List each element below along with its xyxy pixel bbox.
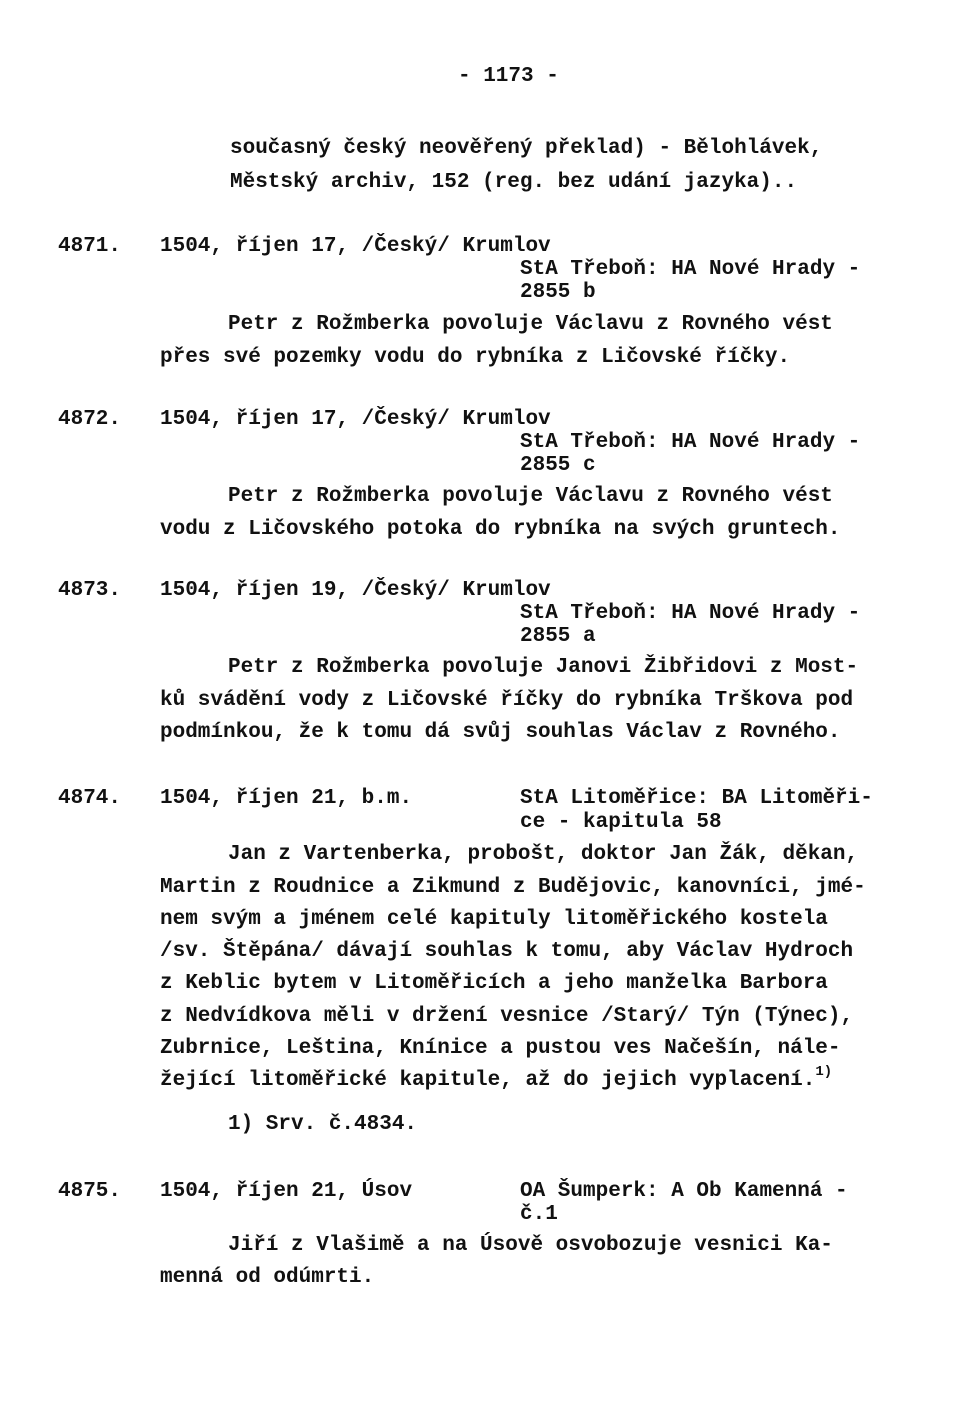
entry-number: 4874.: [58, 787, 122, 810]
entry-dateline: 1504, říjen 21, Úsov: [160, 1180, 413, 1203]
entry-text-line: Petr z Rožmberka povoluje Janovi Žibřidovi z Most-: [228, 656, 859, 679]
entry-text-line: menná od odúmrti.: [160, 1266, 375, 1289]
archive-reference: 2855 a: [520, 625, 596, 648]
entry-number: 4873.: [58, 579, 122, 602]
entry-text-line: Jan z Vartenberka, probošt, doktor Jan Žák, děkan,: [228, 843, 859, 866]
archive-reference: StA Třeboň: HA Nové Hrady -: [520, 258, 861, 281]
entry-text-line-with-footnote: [160, 1064, 833, 1092]
archive-reference: StA Třeboň: HA Nové Hrady -: [520, 602, 861, 625]
archive-reference: ce - kapitula 58: [520, 811, 722, 834]
entry-text-line: Martin z Roudnice a Zikmund z Budějovic, kanovníci, jmé-: [160, 876, 866, 899]
intro-line: současný český neověřený překlad) - Bělohlávek,: [230, 137, 823, 160]
entry-text-line: podmínkou, že k tomu dá svůj souhlas Václav z Rovného.: [160, 721, 841, 744]
entry-text-line: žející litoměřické kapitule, až do jejich vyplacení.: [160, 1069, 816, 1092]
entry-number: 4872.: [58, 408, 122, 431]
entry-text-line: Zubrnice, Leština, Knínice a pustou ves Načešín, nále-: [160, 1037, 841, 1060]
entry-dateline: 1504, říjen 17, /Český/ Krumlov: [160, 408, 551, 431]
archive-reference: 2855 b: [520, 281, 596, 304]
entry-text-line: z Nedvídkova měli v držení vesnice /Starý/ Týn (Týnec),: [160, 1005, 854, 1028]
entry-number: 4871.: [58, 235, 122, 258]
entry-dateline: 1504, říjen 19, /Český/ Krumlov: [160, 579, 551, 602]
archive-reference: OA Šumperk: A Ob Kamenná -: [520, 1180, 848, 1203]
intro-line: Městský archiv, 152 (reg. bez udání jazyka)..: [230, 171, 798, 194]
archive-reference: č.1: [520, 1203, 558, 1226]
page-number: - 1173 -: [458, 65, 559, 88]
entry-text-line: nem svým a jménem celé kapituly litoměřického kostela: [160, 908, 828, 931]
archive-reference: StA Litoměřice: BA Litoměři-: [520, 787, 873, 810]
entry-dateline: 1504, říjen 21, b.m.: [160, 787, 413, 810]
entry-text-line: Petr z Rožmberka povoluje Václavu z Rovného vést: [228, 313, 833, 336]
entry-text-line: Jiří z Vlašimě a na Úsově osvobozuje vesnici Ka-: [228, 1234, 833, 1257]
entry-number: 4875.: [58, 1180, 122, 1203]
footnote-ref: 1): [815, 1064, 833, 1080]
entry-text-line: ků svádění vody z Ličovské říčky do rybníka Trškova pod: [160, 689, 854, 712]
entry-text-line: /sv. Štěpána/ dávají souhlas k tomu, aby Václav Hydroch: [160, 940, 854, 963]
archive-reference: StA Třeboň: HA Nové Hrady -: [520, 431, 861, 454]
footnote: 1) Srv. č.4834.: [228, 1113, 418, 1136]
archive-reference: 2855 c: [520, 454, 596, 477]
entry-text-line: z Keblic bytem v Litoměřicích a jeho manželka Barbora: [160, 972, 828, 995]
entry-text-line: přes své pozemky vodu do rybníka z Ličovské říčky.: [160, 346, 791, 369]
entry-text-line: vodu z Ličovského potoka do rybníka na svých gruntech.: [160, 518, 841, 541]
entry-text-line: Petr z Rožmberka povoluje Václavu z Rovného vést: [228, 485, 833, 508]
entry-dateline: 1504, říjen 17, /Český/ Krumlov: [160, 235, 551, 258]
